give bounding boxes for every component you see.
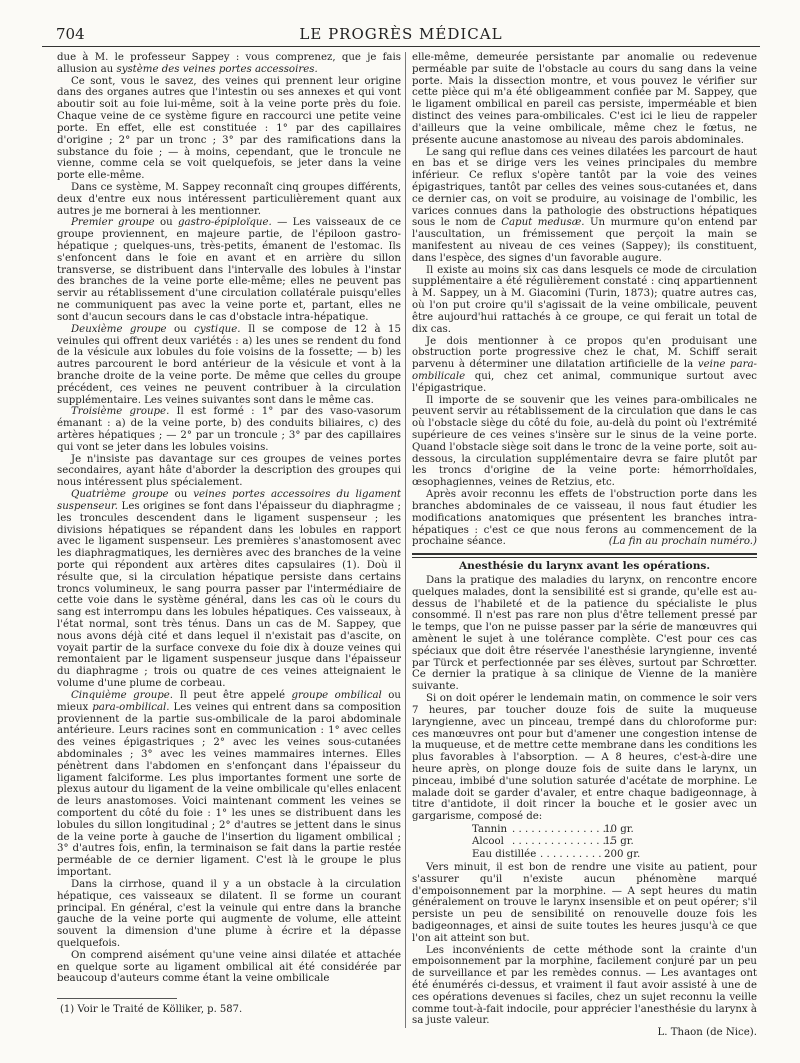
paragraph: Les inconvénients de cette méthode sont la crainte d'un empoisonnement par la morphine, facilement conjuré par un peu de surveillance et par les remèdes connus. — Les avantages ont été énumérés ci-dessus, et vraiment il faut avoir assisté à une de ces opérations devenues si faciles, chez un sujet reconnu la veille comme tout-à-fait indocile, pour apprécier l'anesthésie du larynx à sa juste valeur. [412,944,757,1027]
recipe-ingredient: Alcool [472,836,504,848]
right-column [412,52,757,1039]
paragraph: On comprend aisément qu'une veine ainsi dilatée et attachée en quelque sorte au ligament ombilical ait été considérée par beaucoup d'auteurs comme étant la veine ombilicale [57,949,401,985]
paragraph: elle-même, demeurée persistante par anomalie ou redevenue perméable par suite de l'obstacle au cours du sang dans la veine porte. Mais la dissection montre, et vous pouvez le vérifier sur cette pièce qui m'a été obligeamment confiée par M. Sappey, que le ligament ombilical en pareil cas persiste, imperméable et bien distinct des veines para-ombilicales. C'est ici le lieu de rappeler d'ailleurs que la veine ombilicale, même chez le fœtus, ne présente aucune anastomose au niveau des parois abdominales. [412,52,757,146]
recipe-ingredient: Eau distillée [472,848,537,860]
paragraph: Premier groupe ou gastro-épiploïque. — Les vaisseaux de ce groupe proviennent, en majeure partie, de l'épiloon gastro-hépatique ; quelques-uns, très-petits, émanent de l'estomac. Ils s'enfoncent dans le foie en avant et en arrière du sillon transverse, se distribuent dans l'intervalle des lobules à l'instar des branches de la veine porte elle-même; elles ne peuvent pas servir au rétablissement d'une circulation collatérale puisqu'elles ne communiquent pas avec la veine porte et, partant, elles ne sont d'aucun secours dans le cas d'obstacle intra-hépatique. [57,217,402,323]
footnote-rule [57,998,177,999]
recipe-item [412,836,757,848]
paragraph: due à M. le professeur Sappey : vous comprenez, que je fais allusion au système des veines portes accessoires. [57,52,401,75]
recipe-ingredient: Tannin [472,824,508,835]
recipe-quantity: 10 gr. [604,824,634,835]
section-divider [412,557,757,558]
column-divider [405,52,406,1028]
recipe-item [412,849,757,861]
paragraph: Le sang qui reflue dans ces veines dilatées les parcourt de haut en bas et se dirige vers les veines principales du membre inférieur. Ce reflux s'opère tantôt par la voie des veines épigastriques, tantôt par celles des veines sous-cutanées et, dans ce dernier cas, on voit se produire, au voisinage de l'ombilic, les varices connues dans la pathologie des obstructions hépatiques sous le nom de Caput medusæ. Un murmure qu'on entend par l'auscultation, un frémissement que perçoit la main se manifestent au niveau de ces veines (Sappey); ils constituent, dans l'espèce, des signes d'un favorable augure. [412,146,757,264]
leader-dots: . . . . . . . . . . . . . . . . [512,824,613,835]
paragraph: Quatrième groupe ou veines portes accessoires du ligament suspenseur. Les origines se font dans l'épaisseur du diaphragme ; les troncules descendent dans le ligament suspenseur ; les divisions hépatiques se répandent dans les lobules en rapport avec le ligament suspenseur. Les premières s'anastomosent avec les diaphragmatiques, les dernières avec des branches de la veine porte qui répondent aux artères dites capsulaires (1). Doù il résulte que, si la circulation hépatique persiste dans certains troncs volumineux, le sang pourra passer par l'intermédiaire de cette voie dans le système général, dans les cas où le cours du sang est interrompu dans les lobules hépatiques. Ces vaisseaux, à l'état normal, sont très ténus. Dans un cas de M. Sappey, que nous avons déjà cité et dans lequel il n'existait pas d'ascite, on voyait partir de la surface convexe du foie dix à douze veines qui remontaient par le ligament suspenseur jusque dans l'épaisseur du diaphragme ; trois ou quatre de ces veines atteignaient le volume d'une plume de corbeau. [57,489,401,690]
paragraph: Deuxième groupe ou cystique. Il se compose de 12 à 15 veinules qui offrent deux variétés : a) les unes se rendent du fond de la vésicule aux lobules du foie voisins de la fossette; — b) les autres parcourent le bord antérieur de la vésicule et vont à la branche droite de la veine porte. De même que celles du groupe précédent, ces veines ne peuvent contribuer à la circulation supplémentaire. Les veines suivantes sont dans le même cas. [57,323,402,406]
paragraph: Je dois mentionner à ce propos qu'en produisant une obstruction porte progressive chez le chat, M. Schiff serait parvenu à déterminer une dilatation artificielle de la veine para-ombilicale qui, chez cet animal, communique surtout avec l'épigastrique. [412,335,757,394]
paragraph: Ce sont, vous le savez, des veines qui prennent leur origine dans des organes autres que l'intestin ou ses annexes et qui vont aboutir soit au foie lui-même, soit à la veine porte près du foie. Chaque veine de ce système figure en raccourci une petite veine porte. En effet, elle est constituée : 1° par des capillaires d'origine ; 2° par un tronc ; 3° par des ramifications dans la substance du foie ; — à moins, cependant, que le troncule ne vienne, comme cela se voit quelquefois, se jeter dans la veine porte elle-même. [57,75,401,182]
paragraph: Dans la pratique des maladies du larynx, on rencontre encore quelques malades, dont la sensibilité est si grande, qu'elle est au-dessus de l'habileté et de la patience du spécialiste le plus consommé. Il n'est pas rare non plus d'être tellement pressé par le temps, que l'on ne puisse passer par la série de manœuvres qui amènent le sujet à une tolérance complète. C'est pour ces cas spéciaux que doit être réservée l'anesthésie laryngienne, inventé par Türck et perfectionnée par ses élèves, surtout par Schrœtter. Ce dernier la pratique à sa clinique de Vienne de la manière suivante. [412,574,757,693]
paragraph: Dans ce système, M. Sappey reconnaît cinq groupes différents, deux d'entre eux nous intéressent particulièrement quant aux autres je me bornerai à les mentionner. [57,181,401,217]
footnote: (1) Voir le Traité de Kölliker, p. 587. [60,1004,243,1015]
recipe-list [412,824,757,861]
article-title: Anesthésie du larynx avant les opérations. [458,560,711,573]
paragraph: Si on doit opérer le lendemain matin, on commence le soir vers 7 heures, par toucher douze fois de suite la muqueuse laryngienne, avec un pinceau, trempé dans du chloroforme pur: ces manœuvres ont pour but d'amener une congestion intense de la muqueuse, et de mettre cette membrane dans les conditions les plus favorables à l'absorption. — A 8 heures, c'est-à-dire une heure après, on plonge douze fois de suite dans le larynx, un pinceau, imbibé d'une solution saturée d'acétate de morphine. Le malade doit se garder d'avaler, et entre chaque badigeonnage, à titre d'antidote, il doit rincer la bouche et le gosier avec un gargarisme, composé de: [412,693,757,823]
journal-title: LE PROGRÈS MÉDICAL [299,25,503,43]
paragraph: Après avoir reconnu les effets de l'obstruction porte dans les branches abdominales de ce vaisseau, il nous faut étudier les modifications anatomiques que présentent les branches intra-hépatiques : c'est ce que nous ferons au commencement de la prochaine séance. (La fin au prochain numéro.) [412,489,757,548]
paragraph: Cinquième groupe. Il peut être appelé groupe ombilical ou mieux para-ombilical. Les veines qui entrent dans sa composition proviennent de la partie sus-ombilicale de la paroi abdominale antérieure. Leurs racines sont en communication : 1° avec celles des veines épigastriques ; 2° avec les veines sous-cutanées abdominales ; 3° avec les veines mammaires internes. Elles pénètrent dans l'abdomen en s'enfonçant dans l'épaisseur du ligament falciforme. Les plus importantes forment une sorte de plexus autour du ligament de la veine ombilicale qu'elles enlacent de leurs anastomoses. Voici maintenant comment les veines se comportent du côté du foie : 1° les unes se distribuent dans les lobules du sillon longitudinal ; 2° d'autres se jettent dans le sinus de la veine porte à gauche de l'insertion du ligament ombilical ; 3° d'autres fois, enfin, la terminaison se fait dans la partie restée perméable de ce dernier ligament. C'est là le groupe le plus important. [57,689,401,879]
left-column [57,52,401,985]
author-signature: L. Thaon (de Nice). [657,1027,757,1039]
page-header [42,22,760,47]
paragraph: Dans la cirrhose, quand il y a un obstacle à la circulation hépatique, ces vaisseaux se dilatent. Il se forme un courant principal. En général, c'est la veinule qui entre dans la branche gauche de la veine porte qui augmente de volume, elle atteint souvent la dimension d'une plume à écrire et la dépasse quelquefois. [57,878,401,949]
section-divider [412,553,757,555]
recipe-quantity: 200 gr. [604,848,641,860]
recipe-item [412,824,757,836]
recipe-quantity: 15 gr. [604,836,634,848]
paragraph: Il existe au moins six cas dans lesquels ce mode de circulation supplémentaire a été régulièrement constaté : cinq appartiennent à M. Sappey, un à M. Giacomini (Turin, 1873); quatre autres cas, où l'on put croire qu'il s'agissait de la veine ombilicale, peuvent être aujourd'hui rattachés à ce groupe, ce qui ferait un total de dix cas. [412,264,757,335]
paragraph: Je n'insiste pas davantage sur ces groupes de veines portes secondaires, ayant hâte d'aborder la description des groupes qui nous intéressent plus spécialement. [57,453,401,489]
paragraph: Troisième groupe. Il est formé : 1° par des vaso-vasorum émanant : a) de la veine porte, b) des conduits biliaires, c) des artères hépatiques ; — 2° par un troncule ; 3° par des capillaires qui vont se jeter dans les lobules voisins. [57,406,402,453]
leader-dots: . . . . . . . . . . [540,848,602,860]
leader-dots: . . . . . . . . . . . . . . . . [512,836,613,848]
paragraph: Vers minuit, il est bon de rendre une visite au patient, pour s'assurer qu'il n'existe aucun phénomène marqué d'empoisonnement par la morphine. — A sept heures du matin généralement on trouve le larynx insensible et on peut opérer; s'il persiste un peu de sensibilité on renouvelle douze fois les badigeonnages, et ainsi de suite toutes les heures jusqu'à ce que l'on ait atteint son but. [412,861,757,944]
paragraph: Il importe de se souvenir que les veines para-ombilicales ne peuvent servir au rétablissement de la circulation que dans le cas où l'obstacle siège du côté du foie, au-delà du point où l'extrémité supérieure de ces veines s'insère sur le sinus de la veine porte. Quand l'obstacle siège soit dans le tronc de la veine porte, soit au-dessous, la circulation supplémentaire devra se faire plutôt par les troncs d'origine de la veine porte: hémorrhoïdales, œsophagiennes, veines de Retzius, etc. [412,394,757,489]
page-number: 704 [56,25,85,43]
